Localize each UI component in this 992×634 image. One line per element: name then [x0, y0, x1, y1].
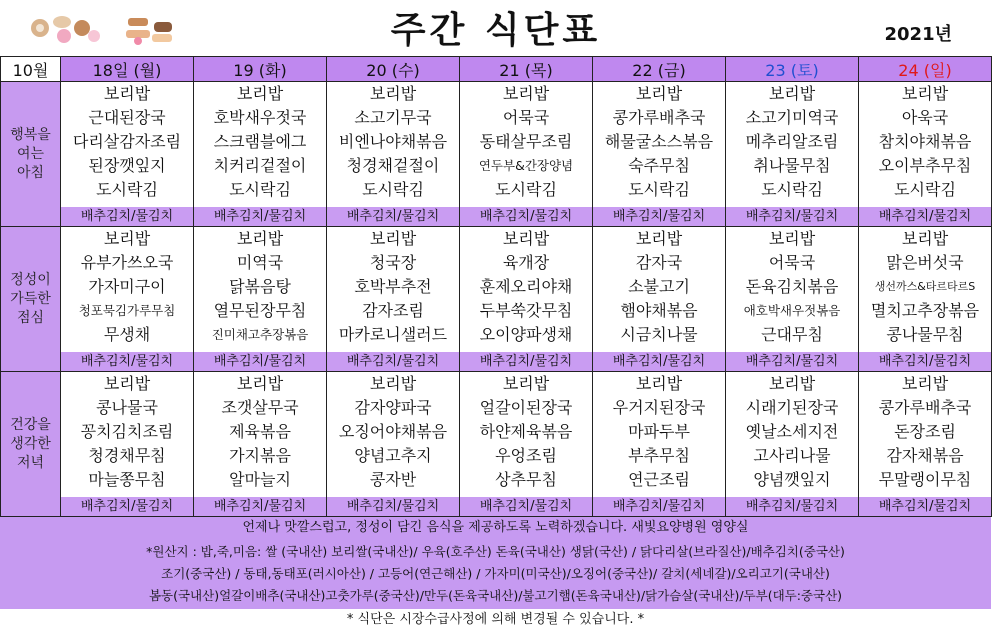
menu-item: 소고기무국: [354, 108, 432, 127]
menu-cell-dinner-wed: [327, 372, 460, 517]
menu-cell-dinner-sun: [859, 372, 992, 517]
menu-item: 햄야채볶음: [620, 301, 698, 320]
meal-label-line: 정성이: [10, 271, 51, 288]
menu-item: 보리밥: [369, 84, 417, 103]
menu-item: 배추김치/물김치: [194, 207, 326, 226]
menu-item: 배추김치/물김치: [61, 352, 193, 371]
menu-cell-breakfast-fri: [593, 82, 726, 227]
meal-row-lunch: [1, 227, 992, 372]
day-header-sat: 23 (토): [726, 57, 859, 82]
menu-item: 유부가쓰오국: [80, 253, 174, 272]
meal-label-line: 저녁: [16, 454, 45, 471]
menu-cell-breakfast-mon: [61, 82, 194, 227]
menu-item: 취나물무침: [753, 156, 831, 175]
page-title: 주간 식단표: [390, 10, 602, 51]
menu-item: 콩가루배추국: [612, 108, 706, 127]
menu-cell-breakfast-sat: [726, 82, 859, 227]
origin-line-3: 봄동(국내산)얼갈이배추(국내산)고춧가루(중국산)/만두(돈육국내산)/불고기햄(돈육국내산)/닭가슴살(국내산)/두부(대두:중국산): [148, 588, 843, 603]
menu-item: 옛날소세지전: [745, 422, 839, 441]
menu-item: 동태살무조림: [479, 132, 573, 151]
menu-item: 보리밥: [369, 229, 417, 248]
menu-item: 배추김치/물김치: [593, 497, 725, 516]
menu-cell-lunch-fri: [593, 227, 726, 372]
menu-cell-lunch-sun: [859, 227, 992, 372]
meal-label-line: 생각한: [10, 435, 51, 452]
menu-item: 근대된장국: [88, 108, 166, 127]
menu-item: 소불고기: [628, 277, 690, 296]
menu-item: 근대무침: [761, 325, 823, 344]
meal-label-dinner: [1, 372, 61, 517]
menu-item: 마파두부: [628, 422, 690, 441]
menu-item: 호박부추전: [354, 277, 432, 296]
menu-cell-breakfast-sun: [859, 82, 992, 227]
day-header-row: [1, 57, 992, 82]
menu-item: 배추김치/물김치: [61, 207, 193, 226]
menu-item: 감자조림: [362, 301, 424, 320]
menu-cell-breakfast-thu: [460, 82, 593, 227]
menu-item: 부추무침: [628, 446, 690, 465]
menu-item: 두부쑥갓무침: [479, 301, 573, 320]
menu-item: 메추리알조림: [745, 132, 839, 151]
menu-item: 보리밥: [236, 229, 284, 248]
menu-item: 참치야채볶음: [878, 132, 972, 151]
menu-cell-lunch-sat: [726, 227, 859, 372]
menu-item: 해물굴소스볶음: [604, 132, 714, 151]
meal-label-line: 점심: [16, 309, 45, 326]
menu-item: 하얀제육볶음: [479, 422, 573, 441]
menu-item: 도시락김: [96, 180, 158, 199]
menu-item: 오이양파생채: [479, 325, 573, 344]
menu-item: 배추김치/물김치: [61, 497, 193, 516]
menu-item: 고사리나물: [753, 446, 831, 465]
menu-item: 소고기미역국: [745, 108, 839, 127]
menu-item: 돈육김치볶음: [745, 277, 839, 296]
day-header-fri: 22 (금): [593, 57, 726, 82]
menu-item: 보리밥: [768, 229, 816, 248]
menu-item: 열무된장무침: [213, 301, 307, 320]
menu-item: 감자국: [635, 253, 683, 272]
menu-item: 배추김치/물김치: [327, 207, 459, 226]
origin-line-2: 조기(중국산) / 동태,동태포(러시아산) / 고등어(연근해산) / 가자미(미국산)/오징어(중국산)/ 갈치(세네갈)/오리고기(국내산): [161, 566, 830, 581]
menu-item: 미역국: [236, 253, 284, 272]
day-header-thu: 21 (목): [460, 57, 593, 82]
menu-item: 감자채볶음: [886, 446, 964, 465]
menu-item: 보리밥: [635, 229, 683, 248]
menu-item: 보리밥: [236, 84, 284, 103]
menu-item: 배추김치/물김치: [194, 497, 326, 516]
weekly-menu-table: [0, 56, 992, 517]
page-header: [0, 0, 992, 56]
menu-cell-dinner-thu: [460, 372, 593, 517]
menu-item: 아욱국: [901, 108, 949, 127]
menu-change-notice: * 식단은 시장수급사정에 의해 변경될 수 있습니다. *: [0, 609, 991, 631]
menu-item: 우거지된장국: [612, 398, 706, 417]
menu-cell-breakfast-tue: [194, 82, 327, 227]
meal-row-breakfast: [1, 82, 992, 227]
year-label: 2021년: [884, 24, 952, 45]
menu-item: 보리밥: [103, 374, 151, 393]
menu-item: 보리밥: [768, 84, 816, 103]
meal-label-line: 아침: [16, 164, 45, 181]
menu-item: 꽁치김치조림: [80, 422, 174, 441]
menu-item: 보리밥: [236, 374, 284, 393]
menu-item: 오징어야채볶음: [338, 422, 448, 441]
menu-cell-breakfast-wed: [327, 82, 460, 227]
month-label: 10월: [1, 57, 61, 82]
origin-line-1: *원산지 : 밥,죽,미음: 쌀 (국내산) 보리쌀(국내산)/ 우육(호주산) 돈육(국내산) 생닭(국산) / 닭다리살(브라질산)/배추김치(중국산): [146, 544, 845, 559]
menu-item: 생선까스&타르타르S: [874, 280, 976, 293]
menu-item: 우엉조림: [495, 446, 557, 465]
menu-item: 가자미구이: [88, 277, 166, 296]
menu-item: 다리살감자조림: [72, 132, 182, 151]
menu-item: 보리밥: [103, 229, 151, 248]
menu-item: 숙주무침: [628, 156, 690, 175]
menu-item: 감자양파국: [354, 398, 432, 417]
menu-item: 배추김치/물김치: [726, 497, 858, 516]
menu-item: 콩나물무침: [886, 325, 964, 344]
menu-item: 양념깻잎지: [753, 470, 831, 489]
menu-item: 상추무침: [495, 470, 557, 489]
menu-item: 보리밥: [901, 229, 949, 248]
menu-item: 알마늘지: [229, 470, 291, 489]
menu-item: 진미채고추장볶음: [211, 327, 309, 342]
menu-item: 된장깻잎지: [88, 156, 166, 175]
menu-item: 시금치나물: [620, 325, 698, 344]
menu-item: 보리밥: [635, 84, 683, 103]
menu-cell-lunch-thu: [460, 227, 593, 372]
meal-label-line: 건강을: [10, 416, 51, 433]
menu-item: 배추김치/물김치: [859, 497, 991, 516]
menu-item: 배추김치/물김치: [460, 497, 592, 516]
menu-item: 배추김치/물김치: [194, 352, 326, 371]
menu-item: 도시락김: [761, 180, 823, 199]
menu-item: 배추김치/물김치: [726, 352, 858, 371]
menu-item: 보리밥: [768, 374, 816, 393]
menu-item: 보리밥: [103, 84, 151, 103]
menu-item: 배추김치/물김치: [726, 207, 858, 226]
menu-item: 청국장: [369, 253, 417, 272]
menu-item: 훈제오리야채: [479, 277, 573, 296]
menu-item: 연근조림: [628, 470, 690, 489]
menu-item: 무생채: [103, 325, 151, 344]
menu-item: 얼갈이된장국: [479, 398, 573, 417]
meal-label-line: 행복을: [10, 126, 51, 143]
menu-item: 배추김치/물김치: [859, 352, 991, 371]
menu-item: 제육볶음: [229, 422, 291, 441]
menu-cell-lunch-tue: [194, 227, 327, 372]
menu-item: 도시락김: [229, 180, 291, 199]
menu-item: 청포묵김가루무침: [78, 303, 176, 318]
menu-item: 보리밥: [901, 374, 949, 393]
menu-item: 배추김치/물김치: [327, 352, 459, 371]
menu-item: 콩자반: [369, 470, 417, 489]
menu-item: 맑은버섯국: [886, 253, 964, 272]
menu-item: 도시락김: [628, 180, 690, 199]
day-header-wed: 20 (수): [327, 57, 460, 82]
menu-cell-lunch-wed: [327, 227, 460, 372]
menu-item: 보리밥: [502, 229, 550, 248]
menu-item: 청경채겉절이: [346, 156, 440, 175]
menu-cell-dinner-mon: [61, 372, 194, 517]
menu-item: 배추김치/물김치: [593, 352, 725, 371]
menu-item: 호박새우젓국: [213, 108, 307, 127]
menu-item: 조갯살무국: [221, 398, 299, 417]
menu-cell-dinner-tue: [194, 372, 327, 517]
footer: [0, 517, 991, 634]
menu-item: 배추김치/물김치: [460, 352, 592, 371]
menu-item: 양념고추지: [354, 446, 432, 465]
menu-cell-dinner-sat: [726, 372, 859, 517]
meal-label-line: 가득한: [10, 290, 51, 307]
meal-label-breakfast: [1, 82, 61, 227]
menu-item: 연두부&간장양념: [478, 158, 574, 173]
menu-item: 보리밥: [502, 84, 550, 103]
menu-cell-dinner-fri: [593, 372, 726, 517]
menu-item: 배추김치/물김치: [859, 207, 991, 226]
menu-item: 배추김치/물김치: [593, 207, 725, 226]
menu-item: 비엔나야채볶음: [338, 132, 448, 151]
menu-item: 닭볶음탕: [229, 277, 291, 296]
meal-row-dinner: [1, 372, 992, 517]
menu-item: 어묵국: [502, 108, 550, 127]
menu-item: 청경채무침: [88, 446, 166, 465]
menu-item: 돈장조림: [894, 422, 956, 441]
meal-label-lunch: [1, 227, 61, 372]
menu-item: 보리밥: [502, 374, 550, 393]
day-header-tue: 19 (화): [194, 57, 327, 82]
menu-item: 애호박새우젓볶음: [743, 303, 841, 318]
day-header-mon: 18일 (월): [61, 57, 194, 82]
menu-item: 시래기된장국: [745, 398, 839, 417]
menu-item: 가지볶음: [229, 446, 291, 465]
menu-item: 치커리겉절이: [213, 156, 307, 175]
menu-item: 마카로니샐러드: [338, 325, 448, 344]
day-header-sun: 24 (일): [859, 57, 992, 82]
menu-item: 콩나물국: [96, 398, 158, 417]
menu-item: 보리밥: [369, 374, 417, 393]
menu-item: 오이부추무침: [878, 156, 972, 175]
menu-item: 도시락김: [894, 180, 956, 199]
menu-item: 보리밥: [635, 374, 683, 393]
menu-item: 배추김치/물김치: [460, 207, 592, 226]
menu-cell-lunch-mon: [61, 227, 194, 372]
meal-label-line: 여는: [16, 145, 45, 162]
menu-item: 무말랭이무침: [878, 470, 972, 489]
menu-item: 보리밥: [901, 84, 949, 103]
slogan-text: 언제나 맛깔스럽고, 정성이 담긴 음식을 제공하도록 노력하겠습니다. 새빛요양병원 영양실: [0, 517, 991, 539]
menu-item: 마늘쫑무침: [88, 470, 166, 489]
menu-item: 육개장: [502, 253, 550, 272]
menu-item: 스크램블에그: [213, 132, 307, 151]
menu-item: 도시락김: [495, 180, 557, 199]
menu-item: 어묵국: [768, 253, 816, 272]
menu-item: 멸치고추장볶음: [870, 301, 980, 320]
menu-item: 도시락김: [362, 180, 424, 199]
menu-item: 콩가루배추국: [878, 398, 972, 417]
menu-item: 배추김치/물김치: [327, 497, 459, 516]
